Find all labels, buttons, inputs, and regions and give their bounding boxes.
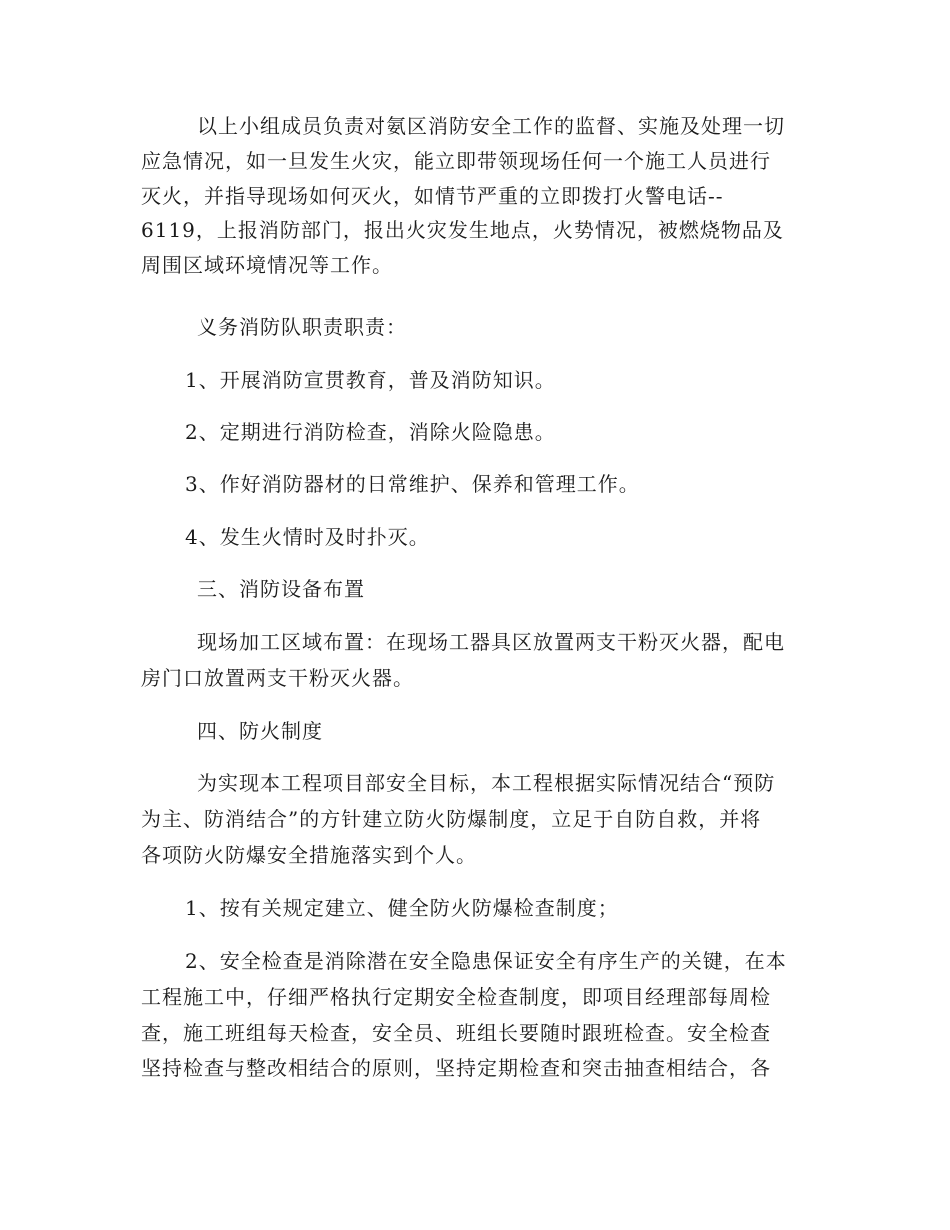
- section-heading-3: 三、消防设备布置: [197, 577, 365, 601]
- paragraph-1-line-1: 以上小组成员负责对氨区消防安全工作的监督、实施及处理一切: [197, 114, 785, 138]
- paragraph-1-line-5: 周围区域环境情况等工作。: [141, 253, 393, 277]
- rule-item-2-line-4: 坚持检查与整改相结合的原则，坚持定期检查和突击抽查相结合，各: [141, 1056, 771, 1080]
- paragraph-fire-line-2: 为主、防消结合”的方针建立防火防爆制度，立足于自防自救，并将: [141, 807, 762, 831]
- paragraph-1-line-3: 灭火，并指导现场如何灭火，如情节严重的立即拨打火警电话--: [141, 184, 724, 208]
- paragraph-fire-line-1: 为实现本工程项目部安全目标，本工程根据实际情况结合“预防: [197, 771, 776, 795]
- list-item-1: 1、开展消防宣贯教育，普及消防知识。: [185, 368, 556, 392]
- paragraph-fire-line-3: 各项防火防爆安全措施落实到个人。: [141, 843, 477, 867]
- list-item-2: 2、定期进行消防检查，消除火险隐患。: [185, 420, 556, 444]
- paragraph-equipment-line-2: 房门口放置两支干粉灭火器。: [141, 666, 414, 690]
- list-item-4: 4、发生火情时及时扑灭。: [185, 525, 430, 549]
- rule-item-2-line-1: 2、安全检查是消除潜在安全隐患保证安全有序生产的关键，在本: [185, 949, 787, 973]
- paragraph-equipment-line-1: 现场加工区域布置：在现场工器具区放置两支干粉灭火器，配电: [197, 630, 785, 654]
- rule-item-2-line-2: 工程施工中，仔细严格执行定期安全检查制度，即项目经理部每周检: [141, 985, 771, 1009]
- paragraph-1-line-2: 应急情况，如一旦发生火灾，能立即带领现场任何一个施工人员进行: [141, 149, 771, 173]
- rule-item-2-line-3: 查，施工班组每天检查，安全员、班组长要随时跟班检查。安全检查: [141, 1021, 771, 1045]
- paragraph-1-line-4: 6119，上报消防部门，报出火灾发生地点，火势情况，被燃烧物品及: [141, 218, 784, 242]
- section-heading-4: 四、防火制度: [197, 719, 323, 743]
- rule-item-1: 1、按有关规定建立、健全防火防爆检查制度；: [185, 896, 619, 920]
- section-heading-duties: 义务消防队职责职责：: [197, 315, 407, 339]
- list-item-3: 3、作好消防器材的日常维护、保养和管理工作。: [185, 472, 640, 496]
